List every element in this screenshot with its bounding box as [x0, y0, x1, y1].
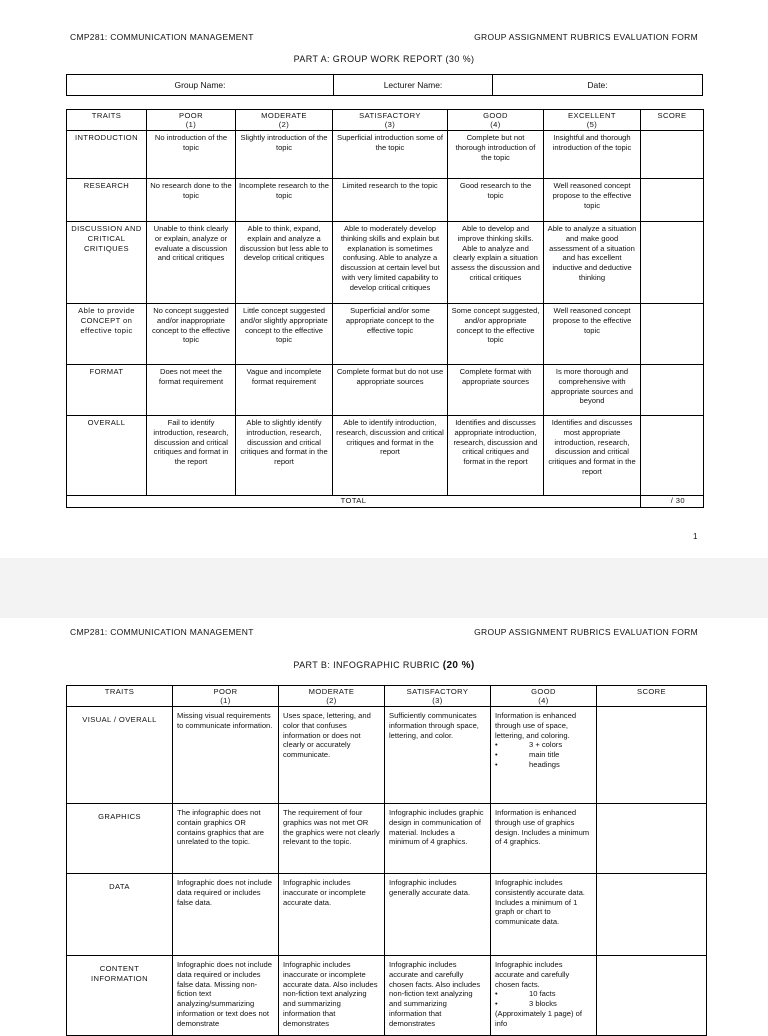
column-header: MODERATE (2): [279, 686, 385, 707]
bullet-text: headings: [529, 759, 560, 769]
course-title: CMP281: COMMUNICATION MANAGEMENT: [70, 32, 254, 42]
trait-label: DISCUSSION AND CRITICAL CRITIQUES: [67, 222, 147, 304]
bullet-item: • main title: [495, 750, 560, 760]
criterion-cell: Able to moderately develop thinking skills and explain but explanation is sometimes confusing. Able to analyze a discussion at certain level but with very limited capability to develop critical critiques: [333, 222, 448, 304]
criterion-text: Infographic includes inaccurate or incomplete accurate data.: [283, 878, 366, 907]
total-label: TOTAL: [67, 496, 641, 508]
bullet-item: • 10 facts: [495, 989, 556, 999]
criterion-cell: Limited research to the topic: [333, 179, 448, 222]
total-score: / 30: [641, 496, 704, 508]
criterion-cell: Good research to the topic: [448, 179, 544, 222]
part-a-total-row: [66, 495, 704, 508]
criterion-text: The requirement of four graphics was not met OR the graphics were not clearly relevant to the topic.: [283, 808, 380, 847]
criterion-cell: [385, 804, 491, 874]
criterion-cell: [279, 874, 385, 956]
criterion-cell: Does not meet the format requirement: [147, 365, 236, 416]
criterion-text: Infographic does not include data required or includes false data. Missing non-fiction text analyzing/summarizing information or text does not demonstrate: [177, 960, 272, 1028]
criterion-cell: [173, 874, 279, 956]
criterion-cell: [173, 804, 279, 874]
column-header: TRAITS: [67, 686, 173, 707]
criterion-cell: Superficial and/or some appropriate concept to the effective topic: [333, 304, 448, 365]
criterion-cell: Able to analyze a situation and make good assessment of a situation and has excellent inductive and deductive thinking: [544, 222, 641, 304]
part-a-rubric-table: [66, 109, 704, 496]
criterion-cell: [491, 707, 597, 804]
bullet-text: 3 blocks: [529, 999, 557, 1009]
criterion-cell: Identifies and discusses appropriate introduction, research, discussion and critical critiques and format in the report: [448, 416, 544, 496]
criterion-cell: [385, 874, 491, 956]
trait-label: OVERALL: [67, 416, 147, 496]
trait-label: GRAPHICS: [67, 804, 173, 874]
criterion-cell: Well reasoned concept propose to the effective topic: [544, 304, 641, 365]
criterion-cell: Slightly introduction of the topic: [236, 131, 333, 179]
part-b-title-text: PART B: INFOGRAPHIC RUBRIC: [293, 660, 443, 670]
rubric-row: [67, 304, 704, 365]
column-header: GOOD (4): [491, 686, 597, 707]
criterion-text: Uses space, lettering, and color that confuses information or does not clearly or accurately communicate.: [283, 711, 371, 760]
part-b-title: [0, 660, 768, 671]
score-cell[interactable]: [641, 365, 704, 416]
criterion-text: The infographic does not contain graphics OR contains graphics that are unrelated to the topic.: [177, 808, 264, 847]
trait-label: VISUAL / OVERALL: [67, 707, 173, 804]
criterion-text: Information is enhanced through use of space, lettering, and coloring.: [495, 711, 577, 740]
trait-label: DATA: [67, 874, 173, 956]
page-number: 1: [693, 532, 698, 541]
criterion-cell: Superficial introduction some of the topic: [333, 131, 448, 179]
rubric-row: [67, 222, 704, 304]
criterion-cell: Vague and incomplete format requirement: [236, 365, 333, 416]
trait-label: RESEARCH: [67, 179, 147, 222]
rubric-row: [67, 365, 704, 416]
criterion-cell: Identifies and discusses most appropriate introduction, research, discussion and critical critiques and format in the report: [544, 416, 641, 496]
column-header: POOR (1): [147, 110, 236, 131]
criterion-cell: Well reasoned concept propose to the effective topic: [544, 179, 641, 222]
trait-label: FORMAT: [67, 365, 147, 416]
date-field[interactable]: Date:: [493, 75, 703, 96]
column-header: SATISFACTORY (3): [385, 686, 491, 707]
rubric-row: [67, 874, 707, 956]
bullet-item: • 3 + colors: [495, 740, 563, 750]
criterion-cell: [173, 707, 279, 804]
part-b-weight: (20 %): [442, 660, 475, 671]
criterion-cell: Fail to identify introduction, research, discussion and critical critiques and format in the report: [147, 416, 236, 496]
column-header: TRAITS: [67, 110, 147, 131]
bullet-text: 10 facts: [529, 989, 556, 999]
group-info-table: [66, 74, 703, 96]
part-a-title: PART A: GROUP WORK REPORT (30 %): [293, 54, 475, 64]
page-gap: [0, 558, 768, 618]
form-title: GROUP ASSIGNMENT RUBRICS EVALUATION FORM: [474, 627, 698, 637]
column-header: POOR (1): [173, 686, 279, 707]
criterion-text: Infographic includes accurate and carefully chosen facts.: [495, 960, 570, 989]
criterion-cell: No research done to the topic: [147, 179, 236, 222]
criterion-text: Information is enhanced through use of graphics design. Includes a minimum of 4 graphics.: [495, 808, 590, 847]
criterion-text: Infographic includes graphic design in communication of material. Includes a minimum of 4 graphics.: [389, 808, 484, 847]
score-cell[interactable]: [641, 131, 704, 179]
rubric-row: [67, 179, 704, 222]
criterion-text: Infographic does not include data required or includes false data.: [177, 878, 272, 907]
criterion-cell: Able to slightly identify introduction, research, discussion and critical critiques and format in the report: [236, 416, 333, 496]
score-cell[interactable]: [597, 874, 707, 956]
bullet-text: 3 + colors: [529, 740, 563, 750]
criterion-cell: [491, 874, 597, 956]
criterion-text: Sufficiently communicates information through space, lettering, and color.: [389, 711, 479, 740]
rubric-row: [67, 131, 704, 179]
criterion-cell: [385, 707, 491, 804]
criterion-cell: [279, 804, 385, 874]
form-title: GROUP ASSIGNMENT RUBRICS EVALUATION FORM: [474, 32, 698, 42]
criterion-cell: Complete format with appropriate sources: [448, 365, 544, 416]
criterion-cell: Insightful and thorough introduction of the topic: [544, 131, 641, 179]
column-header: SATISFACTORY (3): [333, 110, 448, 131]
bullet-tail: (Approximately 1 page) of info: [495, 1008, 582, 1028]
criterion-cell: No concept suggested and/or inappropriate concept to the effective topic: [147, 304, 236, 365]
score-cell[interactable]: [641, 416, 704, 496]
criterion-cell: Able to think, expand, explain and analyze a discussion but less able to develop critical critiques: [236, 222, 333, 304]
column-header: EXCELLENT (5): [544, 110, 641, 131]
part-b-rubric-table: [66, 685, 707, 1036]
bullet-item: • 3 blocks: [495, 999, 557, 1009]
criterion-text: Infographic includes consistently accurate data. Includes a minimum of 1 graph or chart to communicate data.: [495, 878, 585, 927]
rubric-row: [67, 416, 704, 496]
criterion-text: Missing visual requirements to communicate information.: [177, 711, 273, 730]
column-header: SCORE: [597, 686, 707, 707]
criterion-text: Infographic includes accurate and carefully chosen facts. Also includes non-fiction text analyzing and summarizing information that demonstrates: [389, 960, 481, 1028]
criterion-cell: Able to develop and improve thinking skills. Able to analyze and clearly explain a situation assess the discussion and critical critiques: [448, 222, 544, 304]
criterion-text: Infographic includes generally accurate data.: [389, 878, 471, 897]
trait-label: Able to provide CONCEPT on effective topic: [67, 304, 147, 365]
criterion-cell: Little concept suggested and/or slightly appropriate concept to the effective topic: [236, 304, 333, 365]
criterion-text: Infographic includes inaccurate or incomplete accurate data. Also includes non-fiction text analyzing and summarizing information that demonstrates: [283, 960, 378, 1028]
column-header: GOOD (4): [448, 110, 544, 131]
rubric-row: [67, 707, 707, 804]
criterion-cell: Some concept suggested, and/or appropriate concept to the effective topic: [448, 304, 544, 365]
score-cell[interactable]: [641, 179, 704, 222]
score-cell[interactable]: [597, 707, 707, 804]
score-cell[interactable]: [597, 804, 707, 874]
score-cell[interactable]: [641, 222, 704, 304]
criterion-cell: Complete but not thorough introduction of the topic: [448, 131, 544, 179]
bullet-text: main title: [529, 750, 560, 760]
course-title: CMP281: COMMUNICATION MANAGEMENT: [70, 627, 254, 637]
criterion-cell: [491, 804, 597, 874]
criterion-cell: Unable to think clearly or explain, analyze or evaluate a discussion and critical critiques: [147, 222, 236, 304]
group-name-field[interactable]: Group Name:: [67, 75, 334, 96]
trait-label: INTRODUCTION: [67, 131, 147, 179]
rubric-row: [67, 804, 707, 874]
part-a-header-row: [67, 110, 704, 131]
column-header: MODERATE (2): [236, 110, 333, 131]
score-cell[interactable]: [641, 304, 704, 365]
criterion-cell: Complete format but do not use appropriate sources: [333, 365, 448, 416]
criterion-cell: [279, 707, 385, 804]
criterion-cell: Is more thorough and comprehensive with appropriate sources and beyond: [544, 365, 641, 416]
criterion-cell: No introduction of the topic: [147, 131, 236, 179]
bullet-item: • headings: [495, 759, 560, 769]
criterion-cell: Able to identify introduction, research, discussion and critical critiques and format in the report: [333, 416, 448, 496]
trait-label: CONTENT INFORMATION: [67, 956, 173, 1036]
column-header: SCORE: [641, 110, 704, 131]
criterion-cell: Incomplete research to the topic: [236, 179, 333, 222]
part-b-header-row: [67, 686, 707, 707]
lecturer-name-field[interactable]: Lecturer Name:: [334, 75, 493, 96]
